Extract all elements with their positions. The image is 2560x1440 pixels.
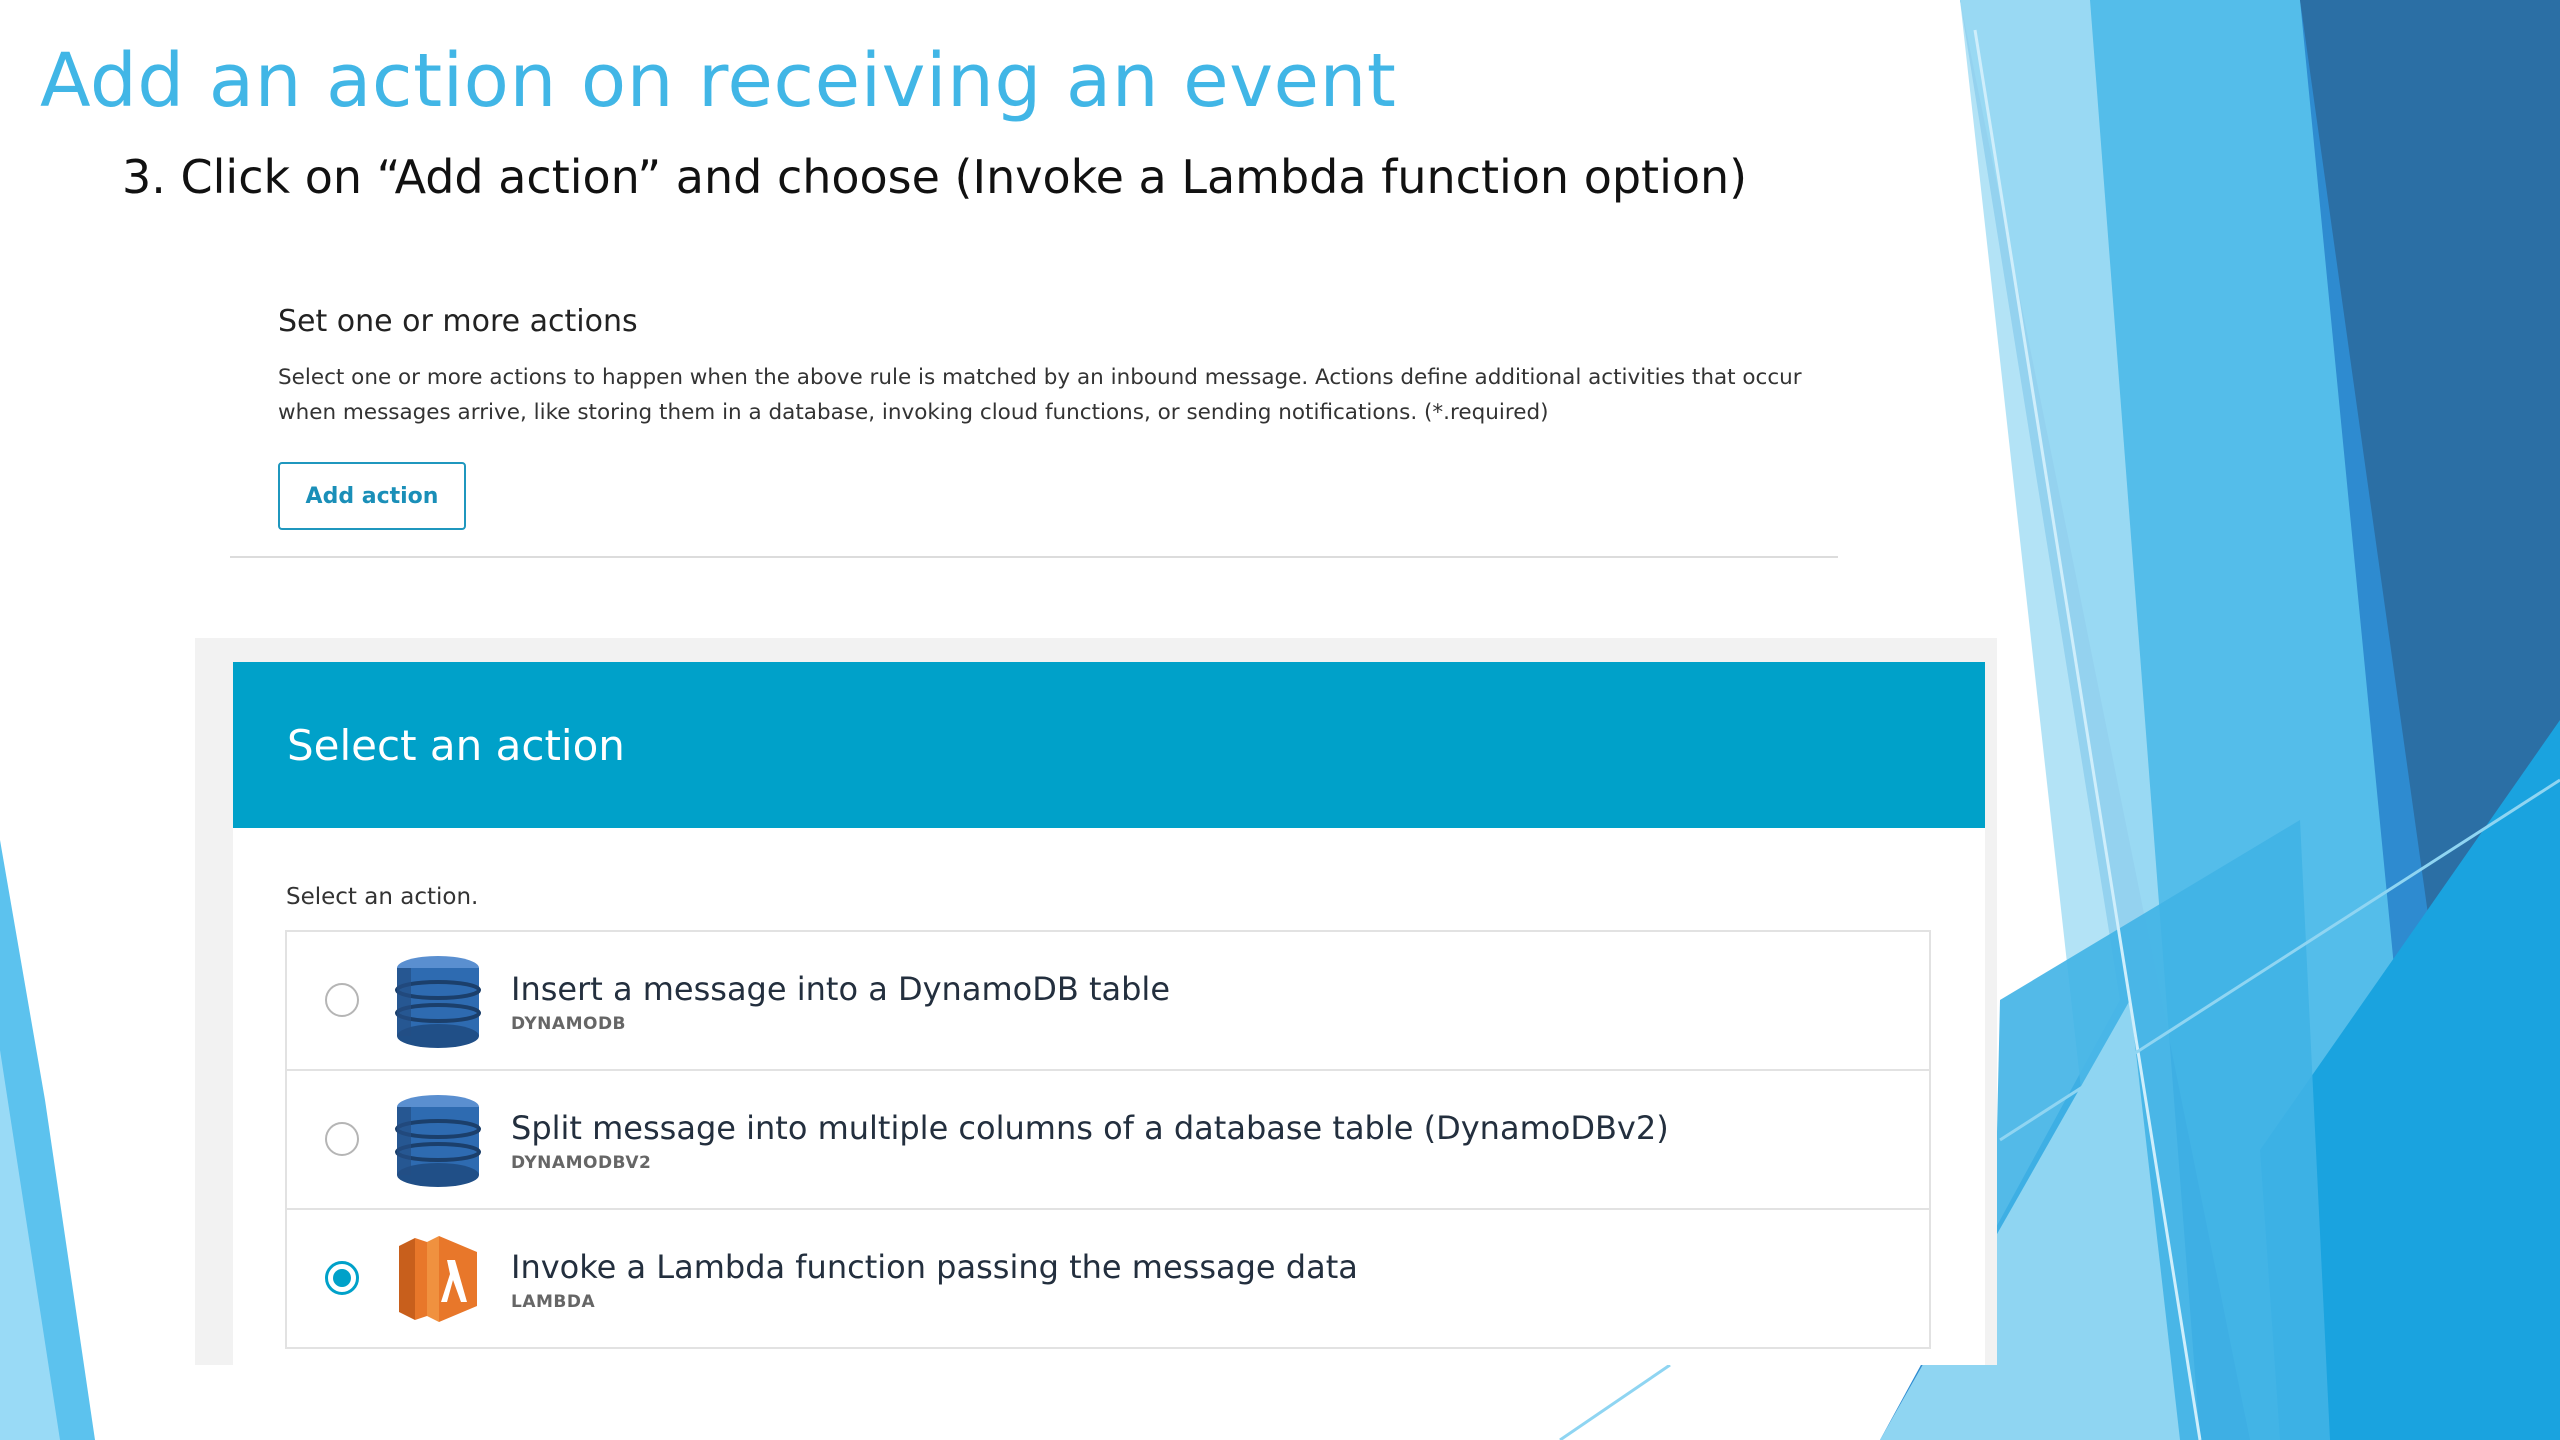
action-option-lambda[interactable] bbox=[287, 1210, 1929, 1349]
option-title: Split message into multiple columns of a database table (DynamoDBv2) bbox=[511, 1109, 1669, 1147]
lambda-icon bbox=[395, 1232, 481, 1326]
option-title: Insert a message into a DynamoDB table bbox=[511, 970, 1170, 1008]
modal-prompt: Select an action. bbox=[286, 884, 479, 910]
action-list bbox=[285, 930, 1931, 1349]
radio-dynamodbv2[interactable] bbox=[325, 1122, 359, 1156]
option-code: DYNAMODBV2 bbox=[511, 1153, 652, 1173]
radio-lambda-selected[interactable] bbox=[325, 1261, 359, 1295]
section-heading: Set one or more actions bbox=[278, 304, 638, 339]
section-divider bbox=[230, 556, 1838, 558]
dynamodb-icon bbox=[395, 954, 481, 1048]
option-code: DYNAMODB bbox=[511, 1014, 627, 1034]
modal-backdrop bbox=[195, 638, 1997, 1365]
action-option-dynamodbv2[interactable] bbox=[287, 1071, 1929, 1210]
dynamodb-icon bbox=[395, 1093, 481, 1187]
section-description: Select one or more actions to happen when the above rule is matched by an inbound message. Actions define additional activities that occur when messages arrive, like storing them in a database, invoking cloud functions, or sending notifications. (*.required) bbox=[278, 365, 1802, 425]
radio-dynamodb[interactable] bbox=[325, 983, 359, 1017]
modal-title: Select an action bbox=[287, 720, 625, 770]
slide-title: Add an action on receiving an event bbox=[40, 38, 1397, 124]
option-code: LAMBDA bbox=[511, 1292, 596, 1312]
action-option-dynamodb[interactable] bbox=[287, 932, 1929, 1071]
add-action-button[interactable]: Add action bbox=[278, 462, 466, 530]
actions-section bbox=[230, 300, 1840, 560]
select-action-modal bbox=[233, 662, 1985, 1365]
modal-header bbox=[233, 662, 1985, 828]
option-title: Invoke a Lambda function passing the message data bbox=[511, 1248, 1358, 1286]
slide-step-instruction: 3. Click on “Add action” and choose (Invoke a Lambda function option) bbox=[122, 150, 1748, 204]
